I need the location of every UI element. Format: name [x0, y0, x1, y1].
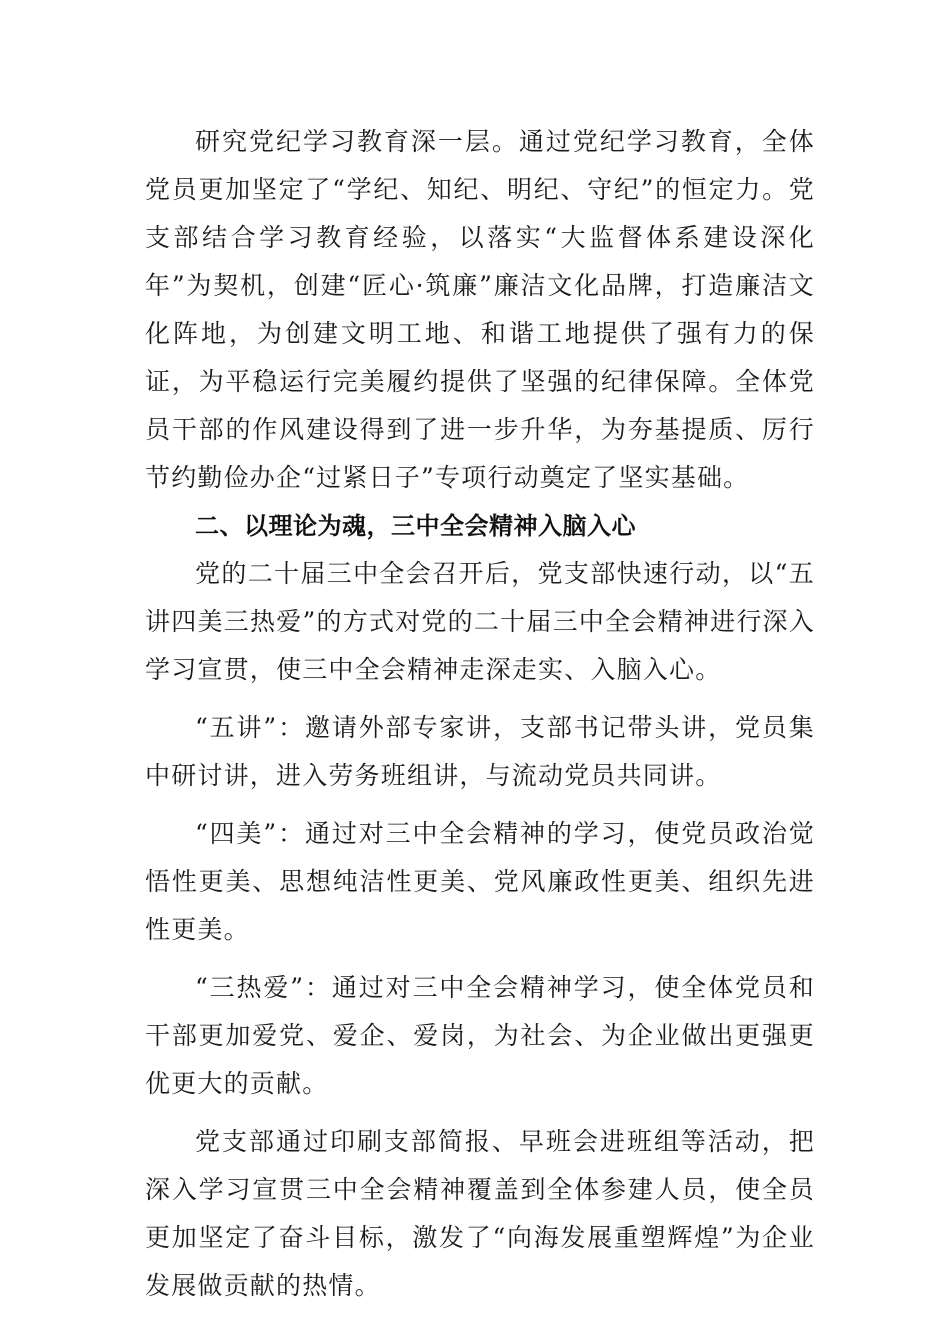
paragraph-discipline-education: 研究党纪学习教育深一层。通过党纪学习教育，全体党员更加坚定了“学纪、知纪、明纪、守纪”的恒定力。党支部结合学习教育经验，以落实“大监督体系建设深化年”为契机，创建“匠心·筑廉”廉洁文化品牌，打造廉洁文化阵地，为创建文明工地、和谐工地提供了强有力的保证，为平稳运行完美履约提供了坚强的纪律保障。全体党员干部的作风建设得到了进一步升华，为夯基提质、厉行节约勤俭办企“过紧日子”专项行动奠定了坚实基础。: [145, 127, 815, 492]
paragraph-spacer: [145, 954, 815, 964]
document-body: [145, 118, 815, 1310]
paragraph-three-loves: “三热爱”：通过对三中全会精神学习，使全体党员和干部更加爱党、爱企、爱岗，为社会、为企业做出更强更优更大的贡献。: [145, 973, 815, 1098]
paragraph-four-beauties: “四美”：通过对三中全会精神的学习，使党员政治觉悟性更美、思想纯洁性更美、党风廉政性更美、组织先进性更美。: [145, 819, 815, 944]
paragraph-spacer: [145, 1108, 815, 1118]
paragraph-plenum-intro: 党的二十届三中全会召开后，党支部快速行动，以“五讲四美三热爱”的方式对党的二十届三中全会精神进行深入学习宣贯，使三中全会精神走深走实、入脑入心。: [145, 559, 815, 684]
paragraph-spacer: [145, 694, 815, 704]
paragraph-spacer: [145, 800, 815, 810]
paragraph-five-talks: “五讲”：邀请外部专家讲，支部书记带头讲，党员集中研讨讲，进入劳务班组讲，与流动党员共同讲。: [145, 713, 815, 790]
section-heading-two: 二、以理论为魂，三中全会精神入脑入心: [195, 512, 636, 540]
paragraph-branch-activities: 党支部通过印刷支部简报、早班会进班组等活动，把深入学习宣贯三中全会精神覆盖到全体参建人员，使全员更加坚定了奋斗目标，激发了“向海发展重塑辉煌”为企业发展做贡献的热情。: [145, 1127, 815, 1300]
